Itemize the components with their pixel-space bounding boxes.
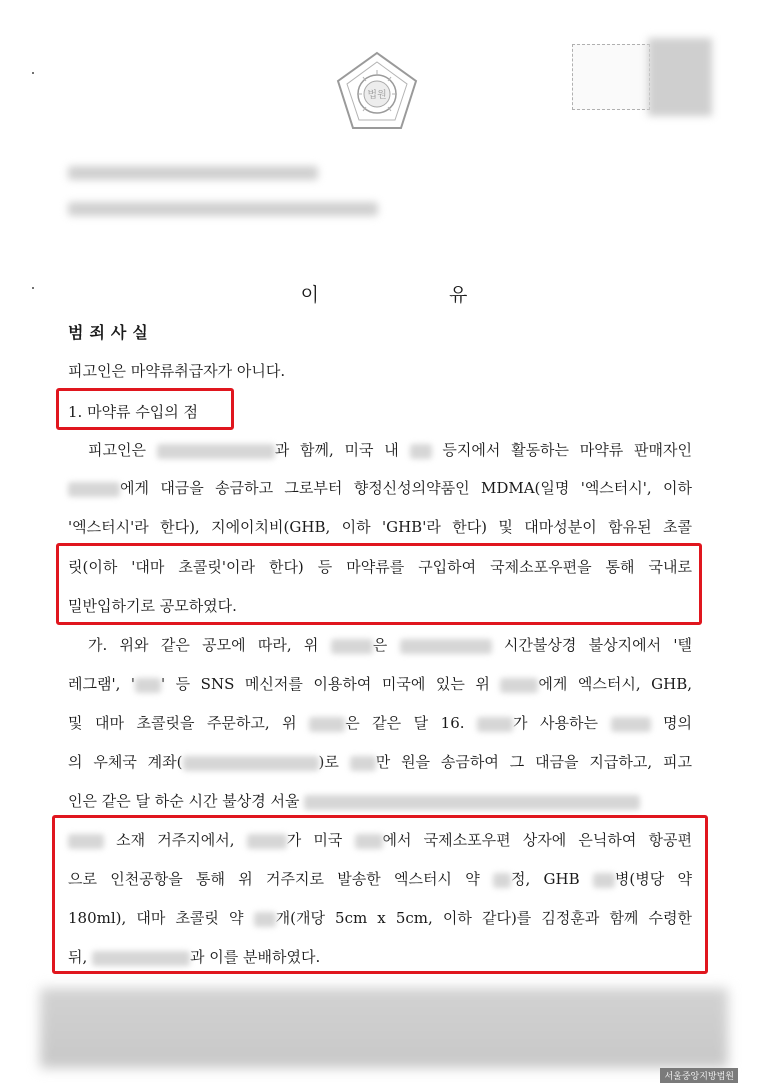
intro-text: 피고인은 마약류취급자가 아니다. bbox=[68, 362, 286, 380]
scan-speck bbox=[32, 72, 34, 74]
para2-line-6: 소재 거주지에서, 가 미국 에서 국제소포우편 상자에 은닉하여 항공편 bbox=[68, 829, 692, 850]
seal-label: 법원 bbox=[367, 90, 387, 101]
highlight-box-conspiracy bbox=[56, 543, 702, 625]
page-title: 이 유 bbox=[300, 284, 530, 306]
redacted-name bbox=[309, 717, 345, 732]
redacted-name bbox=[611, 717, 651, 732]
para2-line-7: 으로 인천공항을 통해 위 거주지로 발송한 엑스터시 약 정, GHB 병(병당 약 bbox=[68, 870, 692, 888]
para1-line-3: '엑스터시'라 한다), 지에이치비(GHB, 이하 'GHB'라 한다) 및 대마성분이 함유된 초콜 bbox=[68, 518, 692, 536]
para2-line-4: 의 우체국 계좌( )로 만 원을 송금하여 그 대금을 지급하고, 피고 bbox=[68, 753, 692, 771]
redacted-name bbox=[477, 717, 513, 732]
redacted-address bbox=[304, 795, 640, 810]
item1-heading: 1. 마약류 수입의 점 bbox=[68, 403, 199, 421]
para1-line-5: 밀반입하기로 공모하였다. bbox=[68, 597, 237, 615]
redacted-account-number bbox=[183, 756, 319, 771]
redacted-case-info bbox=[68, 202, 378, 216]
redacted-name bbox=[331, 639, 373, 654]
redacted-name bbox=[68, 482, 120, 497]
para1-line-2: 에게 대금을 송금하고 그로부터 향정신성의약품인 MDMA(일명 '엑스터시', 이하 bbox=[68, 477, 692, 498]
redacted-stamp-box bbox=[572, 44, 650, 110]
redacted-amount bbox=[350, 756, 376, 771]
highlight-box-receipt bbox=[52, 815, 708, 974]
para2-line-8: 180ml), 대마 초콜릿 약 개(개당 5cm x 5cm, 이하 같다)를 김정훈과 함께 수령한 bbox=[68, 909, 692, 927]
redacted-name bbox=[157, 444, 275, 459]
redacted-barcode bbox=[648, 38, 712, 116]
redacted-app-name bbox=[135, 678, 161, 693]
para2-line-1: 가. 위와 같은 공모에 따라, 위 은 시간불상경 불상지에서 '텔 bbox=[88, 636, 692, 654]
highlight-box-item1 bbox=[56, 388, 234, 430]
redacted-date bbox=[400, 639, 492, 654]
redacted-name bbox=[500, 678, 538, 693]
para1-line-4: 릿(이하 '대마 초콜릿'이라 한다) 등 마약류를 구입하여 국제소포우편을 통해 국내로 bbox=[68, 558, 692, 576]
redacted-case-info bbox=[68, 166, 318, 180]
para2-line-5: 인은 같은 달 하순 시간 불상경 서울 bbox=[68, 790, 692, 811]
redacted-location bbox=[410, 444, 432, 459]
para2-line-3: 및 대마 초콜릿을 주문하고, 위 은 같은 달 16. 가 사용하는 명의 bbox=[68, 714, 692, 732]
section-heading: 범죄사실 bbox=[68, 323, 154, 342]
court-seal-icon bbox=[334, 50, 420, 136]
redacted-footer bbox=[40, 988, 728, 1068]
para2-line-2: 레그램', ' ' 등 SNS 메신저를 이용하여 미국에 있는 위 에게 엑스터시, GHB, bbox=[68, 675, 692, 693]
para1-line-1: 피고인은 과 함께, 미국 내 등지에서 활동하는 마약류 판매자인 bbox=[88, 441, 693, 459]
para2-line-9: 뒤, 과 이를 분배하였다. bbox=[68, 948, 321, 966]
court-name-footer: 서울중앙지방법원 bbox=[660, 1068, 738, 1083]
